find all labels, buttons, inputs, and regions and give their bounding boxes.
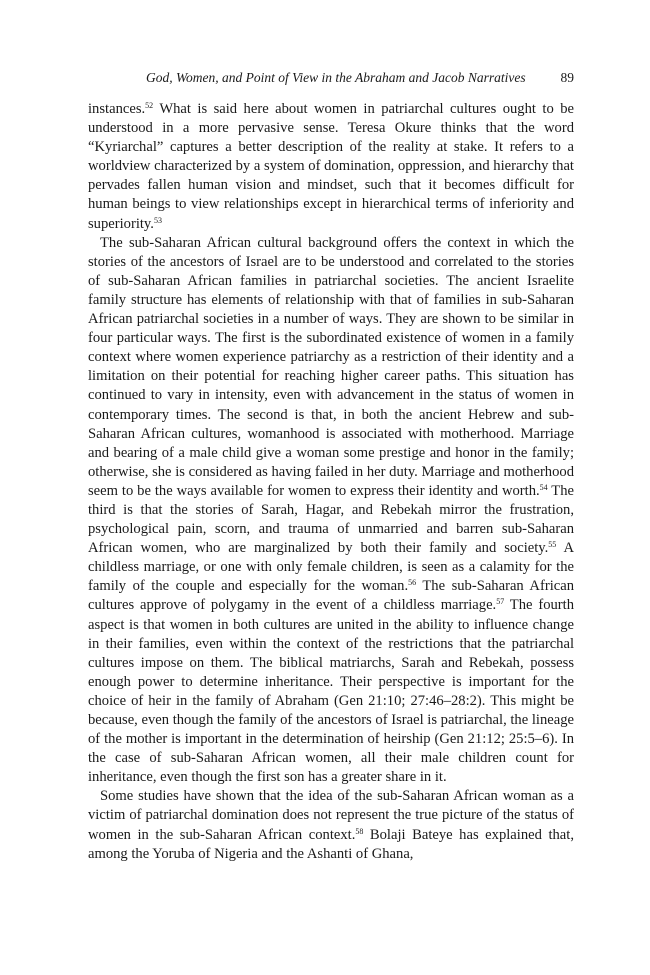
footnote-marker: 58 [355, 826, 364, 836]
paragraph [88, 787, 574, 863]
text-run: The sub-Saharan African cultural background offers the context in which the stories of the ancestors of Israel are to be understood and correlated to the stories of sub-Saharan African families in patriarchal societies. The ancient Israelite family structure has elements of relationship with that of families in sub-Saharan African patriarchal societies in a number of ways. They are shown to be similar in four particular ways. The first is the subordinated existence of women in a family context where women experience patriarchy as a restriction of their identity and a limitation on their potential for reaching higher career paths. This situation has continued to vary in intensity, even with advancement in the status of women in contemporary times. The second is that, in both the ancient Hebrew and sub-Saharan African cultures, womanhood is associated with motherhood. Marriage and bearing of a male child give a woman some prestige and honor in the family; otherwise, she is considered as having failed in her duty. Marriage and motherhood seem to be the ways available for women to express their identity and worth. [88, 234, 574, 499]
text-run: A childless marriage, or one with only female children, is seen as a calamity for the family of the couple and especially for the woman. [88, 540, 574, 595]
body-text [88, 100, 574, 864]
footnote-marker: 52 [145, 101, 154, 110]
text-run: What is said here about women in patriarchal cultures ought to be understood in a more pervasive sense. Teresa Okure thinks that the word “Kyriarchal” captures a better description of the reality at stake. It refers to a worldview characterized by a system of domination, oppression, and hierarchy that pervades fallen human vision and mindset, such that it becomes difficult for human beings to view relationships except in hierarchical terms of inferiority and superiority. [88, 101, 574, 232]
paragraph [88, 234, 574, 788]
text-run: The sub-Saharan African cultures approve of polygamy in the event of a childless marriage. [88, 578, 575, 614]
running-title: God, Women, and Point of View in the Abraham and Jacob Narratives [146, 70, 526, 85]
footnote-marker: 55 [548, 540, 557, 550]
text-run: instances. [88, 101, 146, 117]
text-run: The third is that the stories of Sarah, Hagar, and Rebekah mirror the frustration, psychological pain, scorn, and trauma of unmarried and barren sub-Saharan African women, who are marginalized by both their family and society. [88, 482, 574, 557]
footnote-marker: 54 [539, 482, 548, 492]
footnote-marker: 53 [153, 215, 162, 225]
running-head [88, 68, 574, 88]
text-run: The fourth aspect is that women in both cultures are united in the ability to influence change in their families, even within the context of the restrictions that the patriarchal cultures impose on them. The biblical matriarchs, Sarah and Rebekah, possess enough power to determine inheritance. Their perspective is important for the choice of heir in the family of Abraham (Gen 21:10; 27:46–28:2). This might be because, even though the family of the ancestors of Israel is patriarchal, the lineage of the mother is important in the determination of heirship (Gen 21:12; 25:5–6). In the case of sub-Saharan African women, all their male children count for inheritance, even though the first son has a greater share in it. [88, 597, 575, 786]
text-run: Some studies have shown that the idea of the sub-Saharan African woman as a victim of patriarchal domination does not represent the true picture of the status of women in the sub-Saharan African context. [88, 788, 574, 843]
page-number: 89 [560, 70, 574, 85]
paragraph [88, 100, 574, 234]
footnote-marker: 56 [408, 578, 417, 588]
text-run: Bolaji Bateye has explained that, among the Yoruba of Nigeria and the Ashanti of Ghana, [88, 826, 574, 862]
footnote-marker: 57 [496, 597, 505, 607]
